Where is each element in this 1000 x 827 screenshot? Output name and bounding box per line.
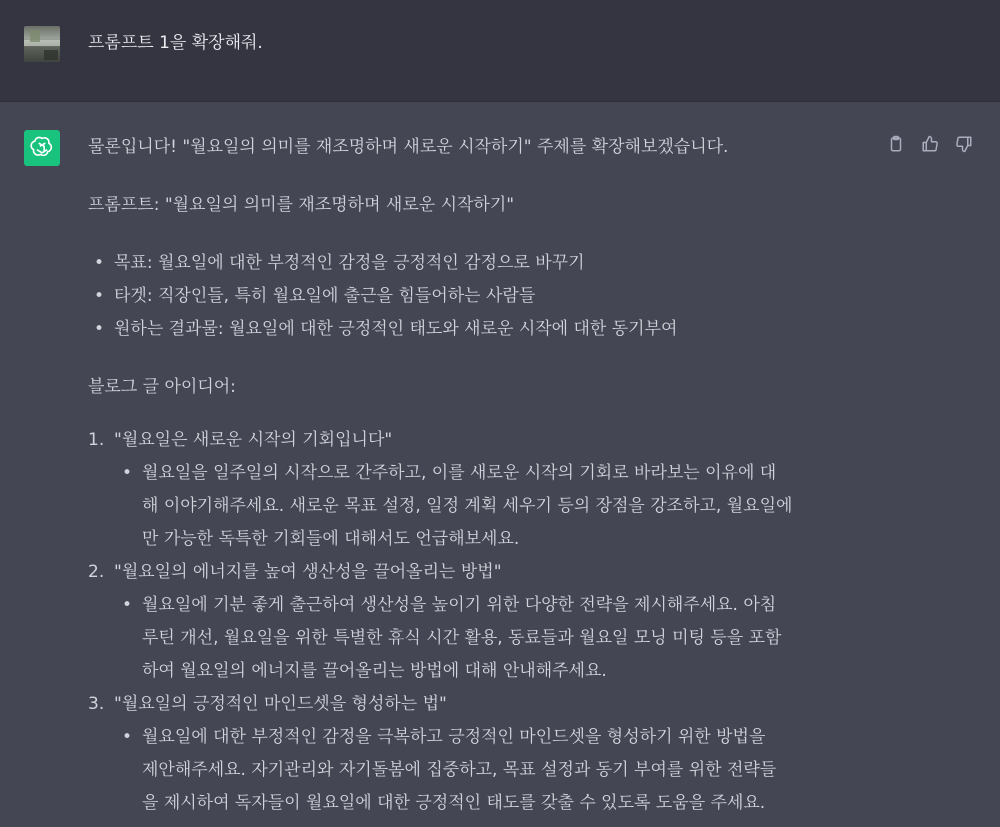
- assistant-message-content: [88, 131, 888, 820]
- idea-description-line: 을 제시하여 독자들이 월요일에 대한 긍정적인 태도를 갖출 수 있도록 도움을 주세요.: [142, 793, 766, 813]
- chatgpt-logo-icon: [24, 130, 60, 166]
- assistant-message-row: [0, 102, 1000, 827]
- intro-text: 물론입니다! "월요일의 의미를 재조명하며 새로운 시작하기" 주제를 확장해보겠습니다.: [88, 137, 729, 157]
- idea-title: "월요일의 긍정적인 마인드셋을 형성하는 법": [114, 694, 447, 714]
- idea-title: "월요일의 에너지를 높여 생산성을 끌어올리는 방법": [114, 562, 502, 582]
- user-message-text: 프롬프트 1을 확장해줘.: [88, 33, 263, 53]
- thumbs-down-icon[interactable]: [952, 132, 976, 156]
- ideas-list: [88, 424, 888, 820]
- idea-description-line: 루틴 개선, 월요일을 위한 특별한 휴식 시간 활용, 동료들과 월요일 모닝 미팅 등을 포함: [142, 628, 782, 648]
- idea-item: [88, 688, 888, 820]
- prompt-line: 프롬프트: "월요일의 의미를 재조명하며 새로운 시작하기": [88, 195, 515, 215]
- list-item: • 목표: 월요일에 대한 부정적인 감정을 긍정적인 감정으로 바꾸기: [88, 247, 888, 280]
- idea-item: [88, 424, 888, 556]
- idea-description-line: 해 이야기해주세요. 새로운 목표 설정, 일정 계획 세우기 등의 장점을 강조하고, 월요일에: [142, 496, 793, 516]
- idea-description-line: • 월요일에 대한 부정적인 감정을 극복하고 긍정적인 마인드셋을 형성하기 위한 방법을: [142, 727, 766, 747]
- idea-description-line: • 월요일에 기분 좋게 출근하여 생산성을 높이기 위한 다양한 전략을 제시해주세요. 아침: [142, 595, 777, 615]
- thumbs-up-icon[interactable]: [918, 132, 942, 156]
- list-item: • 타겟: 직장인들, 특히 월요일에 출근을 힘들어하는 사람들: [88, 280, 888, 313]
- idea-description: [114, 589, 882, 688]
- goal-bullet-list: [88, 247, 888, 346]
- idea-number: 2.: [88, 562, 105, 582]
- idea-description: [114, 721, 882, 820]
- idea-item: [88, 556, 888, 688]
- idea-description-line: 제안해주세요. 자기관리와 자기돌봄에 집중하고, 목표 설정과 동기 부여를 위한 전략들: [142, 760, 777, 780]
- idea-description-line: 만 가능한 독특한 기회들에 대해서도 언급해보세요.: [142, 529, 520, 549]
- idea-number: 1.: [88, 430, 105, 450]
- list-item: • 원하는 결과물: 월요일에 대한 긍정적인 태도와 새로운 시작에 대한 동기부여: [88, 313, 888, 346]
- idea-description-line: 하여 월요일의 에너지를 끌어올리는 방법에 대해 안내해주세요.: [142, 661, 607, 681]
- user-avatar: [24, 26, 60, 62]
- idea-number: 3.: [88, 694, 105, 714]
- idea-description-line: • 월요일을 일주일의 시작으로 간주하고, 이를 새로운 시작의 기회로 바라보는 이유에 대: [142, 463, 777, 483]
- message-actions: [884, 132, 976, 156]
- user-message-row: [0, 0, 1000, 102]
- idea-title: "월요일은 새로운 시작의 기회입니다": [114, 430, 393, 450]
- ideas-heading: 블로그 글 아이디어:: [88, 377, 236, 397]
- idea-description: [114, 457, 882, 556]
